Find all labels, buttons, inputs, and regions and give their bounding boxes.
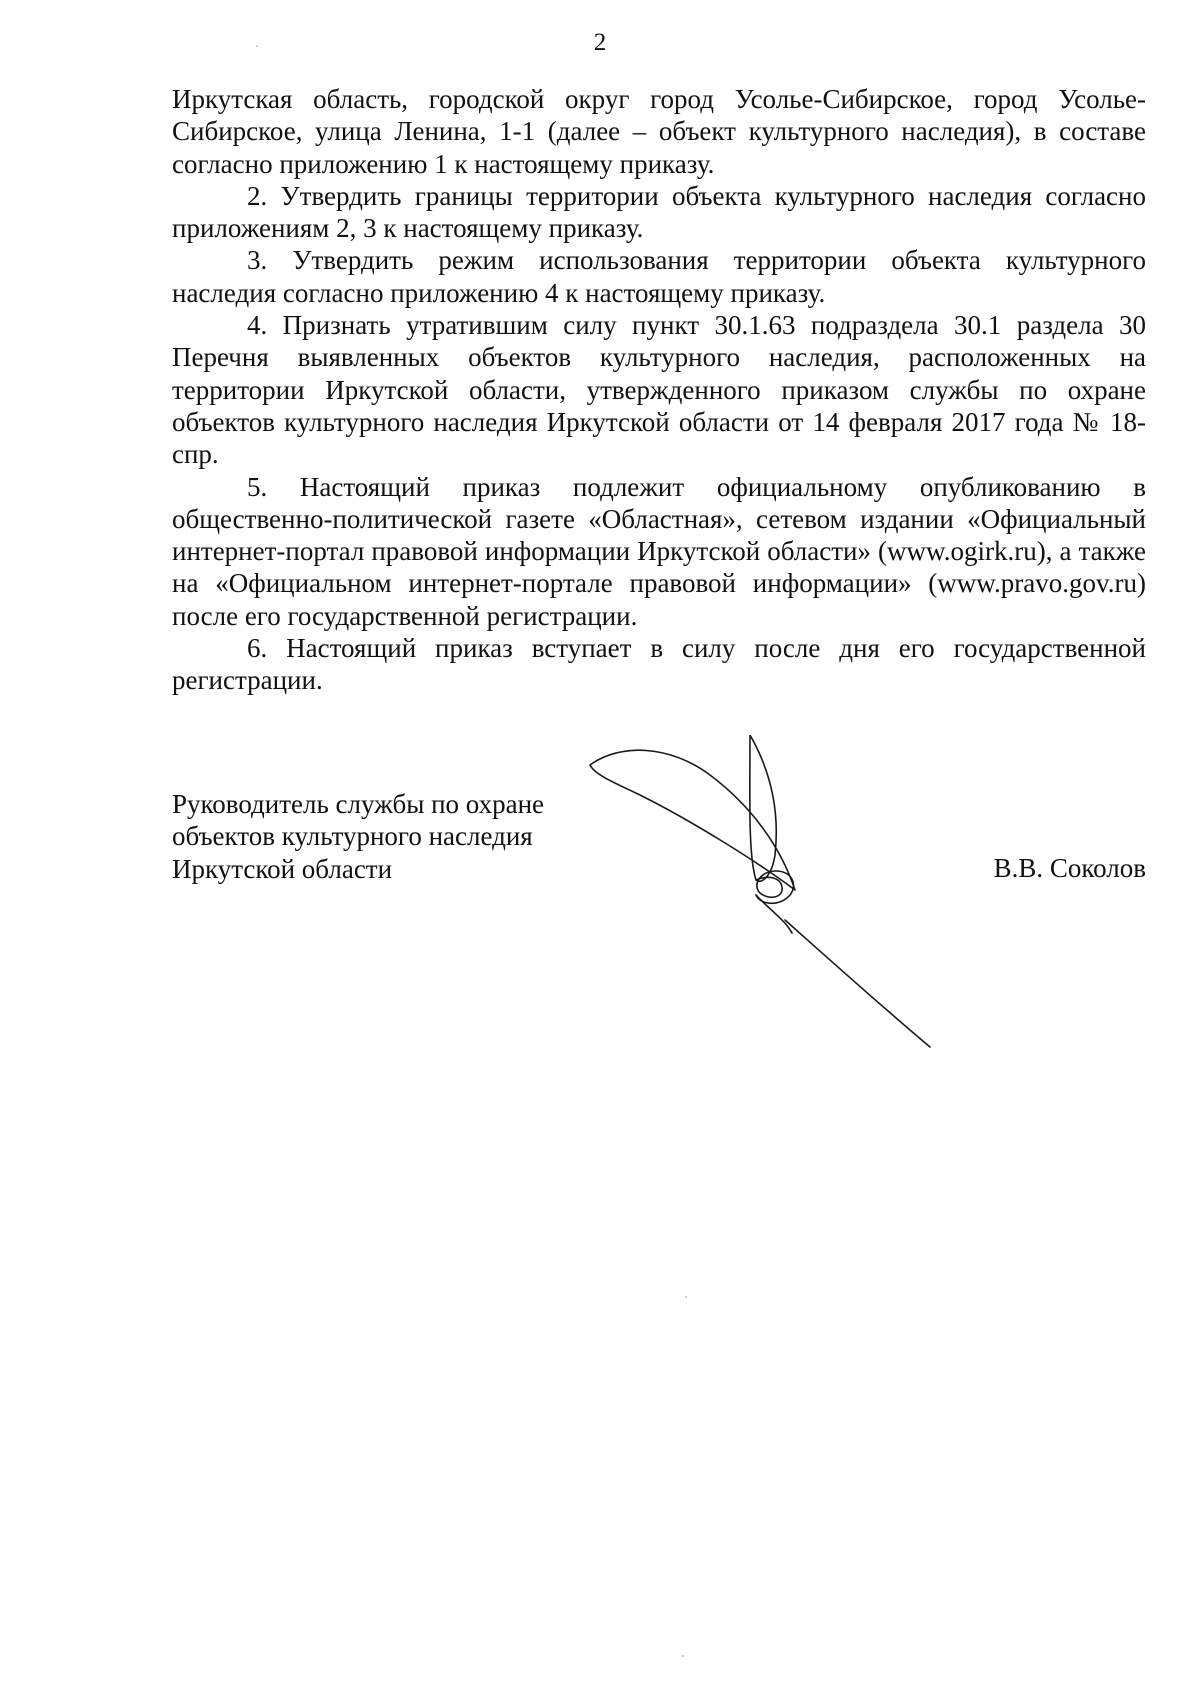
paragraph-continuation: Иркутская область, городской округ город Усолье-Сибирское, город Усолье-Сибирское, улица Ленина, 1-1 (далее – объект культурного наследия), в составе согласно приложению 1 к настоящему приказу. [172, 84, 1146, 179]
signatory-name: В.В. Соколов [993, 853, 1146, 883]
handwritten-signature [580, 735, 940, 1055]
paragraph-item-6: 6. Настоящий приказ вступает в силу после дня его государственной регистрации. [172, 633, 1146, 696]
paragraph-item-4: 4. Признать утратившим силу пункт 30.1.63 подраздела 30.1 раздела 30 Перечня выявленных объектов культурного наследия, расположенных на территории Иркутской области, утвержденного приказом службы по охране объектов культурного наследия Иркутской области от 14 февраля 2017 года № 18-спр. [172, 310, 1146, 470]
paragraph-item-5: 5. Настоящий приказ подлежит официальному опубликованию в общественно-политической газете «Областная», сетевом издании «Официальный интернет-портал правовой информации Иркутской области» (www.ogirk.ru), а также на «Официальном интернет-портале правовой информации» (www.pravo.gov.ru) после его государственной регистрации. [172, 471, 1146, 631]
scan-speck [256, 45, 258, 47]
scan-speck [682, 1655, 684, 1657]
scan-speck [685, 1296, 687, 1298]
page-number: 2 [593, 29, 607, 56]
paragraph-item-2: 2. Утвердить границы территории объекта культурного наследия согласно приложениям 2, 3 к настоящему приказу. [172, 180, 1146, 244]
paragraph-item-3: 3. Утвердить режим использования территории объекта культурного наследия согласно приложению 4 к настоящему приказу. [172, 245, 1146, 308]
signatory-position-line-3: Иркутской области [172, 853, 393, 884]
document-body [172, 83, 1146, 697]
signatory-position-line-1: Руководитель службы по охране [172, 789, 545, 819]
signatory-position-line-2: объектов культурного наследия [172, 821, 533, 852]
